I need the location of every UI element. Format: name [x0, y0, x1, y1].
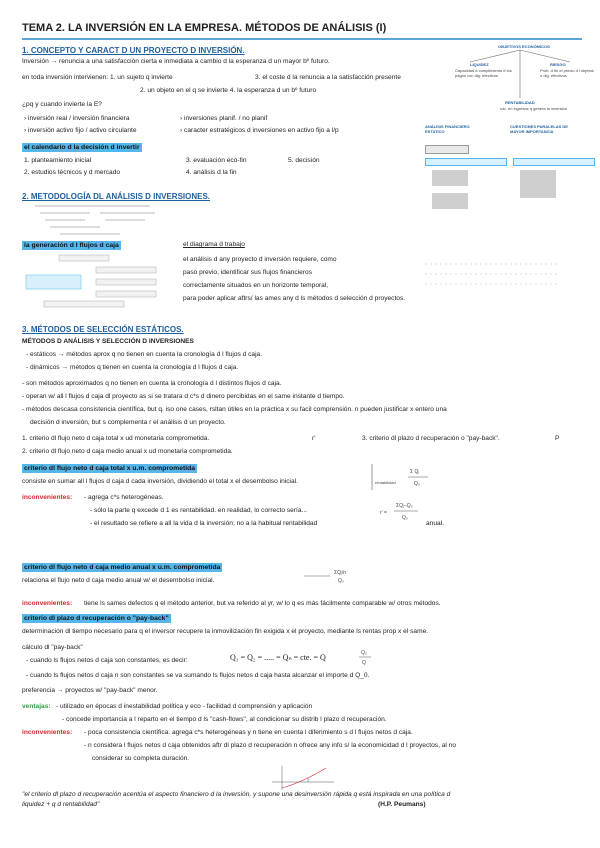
crit3-inc-1: - poca consistencia científica. agrega c*s heterogéneas y n tiene en cuenta l diferimiento s d l flujos netos d caja. [84, 729, 413, 736]
svg-text:Q: Q [362, 660, 366, 666]
crit2-text: relaciona el flujo neto d caja medio anual w/ el desembolso inicial. [22, 577, 215, 584]
objectives-diagram-lines [440, 48, 590, 128]
crit3-ventaja-1: - utilizado en épocas d inestabilidad política y eco - facilidad d comprensión y aplicación [56, 703, 313, 710]
crit1-corrected-formula [380, 497, 420, 527]
s1-line2a: en toda inversión intervienen: 1. un sujeto q invierte [22, 74, 173, 81]
diag-middle-text: rdo. en ingresos q genera la inversión [500, 106, 567, 111]
diag-left-title: LIQUIDEZ [470, 62, 489, 67]
crit3-case-1: - cuando ls flujos netos d caja son constantes, es decir: [26, 657, 188, 664]
quote-author: (H.P. Peumans) [378, 801, 426, 808]
crit2-inconvenientes-label: inconvenientes: [22, 600, 73, 607]
crit1-formula [370, 462, 430, 492]
s1-line3: 2. un objeto en el q se invierte 4. la esperanza d un bº futuro [140, 87, 317, 94]
diag-gray-box-1 [432, 170, 468, 186]
calendar-item-5: 5. decisión [288, 157, 320, 164]
crit3-heading: criterio dl plazo d recuperación o "pay-back" [24, 615, 169, 622]
calendar-item-2: 2. estudios técnicos y d mercado [24, 169, 121, 176]
s3-bullet-3: - métodos descasa consistencia científica, but q. iso one cases, rsltan útiles en la práctica x su facil comprensión. n pueden justificar x entero una [22, 406, 447, 413]
criterion-3-symbol: P [555, 435, 560, 442]
svg-text:Q₀: Q₀ [338, 578, 344, 584]
criterion-1-symbol: r' [312, 435, 316, 442]
section-3-heading: 3. MÉTODOS DE SELECCIÓN ESTÁTICOS. [22, 325, 184, 334]
calendar-heading: el calendario d la decisión d invertir [24, 144, 140, 151]
criterion-2: 2. criterio dl flujo neto d caja medio anual x ud monetaria comprometida. [22, 448, 233, 455]
crit3-calc: cálculo dl "pay-back" [22, 644, 83, 651]
title-underline [22, 38, 582, 40]
quote-line-2: liquidez + q d rentabilidad" [22, 801, 100, 808]
crit3-inc-3: considerar su completa duración. [92, 755, 190, 762]
calendar-item-4: 4. análisis d la fin [186, 169, 237, 176]
crit1-formula-label: rentabilidad [375, 480, 396, 485]
methodology-diagram [30, 203, 160, 237]
s3-dynamic: - dinámicos → métodos q tienen en cuenta la cronología d l flujos d caja. [26, 364, 239, 371]
svg-text:Q₀: Q₀ [414, 481, 420, 487]
timeline-diagram [420, 256, 570, 296]
criterion-3: 3. criterio dl plazo d recuperación o "pay-back". [362, 435, 500, 442]
crit1-inc-2: - sólo la parte q excede d 1 es rentabilidad. en realidad, lo correcto sería... [90, 507, 307, 514]
diag-right-title: RIESGO [550, 62, 566, 67]
crit3-inc-2: - n considera l flujos netos d caja obtenidos aftr dl plazo d recuperación n ofrece any info s/ la economicidad d l proyectos, al no [84, 742, 457, 749]
s1-line1: Inversión → renuncia a una satisfacción cierta e inmediata a cambio d la esperanza d un mayor bº futuro. [22, 58, 330, 65]
s2-d3: correctamente situados en un horizonte temporal, [183, 282, 329, 289]
crit3-definition: determinación dl tiempo necesario para q el inversor recupere la inmovilización fin exigida x el proyecto, mediante ls rentas prop x el same. [22, 628, 429, 635]
diag-gray-box-3 [520, 170, 556, 198]
crit1-text: consiste en sumar all l flujos d caja d cada inversión, dividiendo el total x el desembolso inicial. [22, 478, 298, 485]
s2-d2: paso previo, identificar sus flujos financieros [183, 269, 313, 276]
diag-top-label: OBJETIVOS ECONÓMICOS [498, 44, 550, 49]
quote-line-1: "el criterio dl plazo d recuperación acentúa el aspecto financiero d la inversión, y supone una desinversión rápida q está inspirada en una política d [22, 791, 451, 798]
svg-text:Q₀: Q₀ [402, 515, 408, 521]
diag-gray-box-2 [432, 193, 468, 209]
payback-mini-chart [268, 762, 338, 792]
crit3-preference: preferencia → proyectos w/ "pay-back" menor. [22, 687, 158, 694]
crit1-inc-1: - agrega c*s heterogéneas. [84, 494, 164, 501]
diag-right-text: Prob. d fin el precio d l objetos o dig. efectivos [540, 68, 594, 78]
svg-text:Q₀: Q₀ [361, 650, 367, 656]
diag-left-text: Capacidad d cumplimiento d los pagos con dig. efectivos [455, 68, 512, 78]
diag-cuestiones: CUESTIONES PARALELAS DE MAYOR IMPORTANCIA [510, 124, 568, 134]
diag-analisis: ANÁLISIS FINANCIERO ESTATICO [425, 124, 470, 134]
crit1-heading: criterio dl flujo neto d caja total x u.m. comprometida [24, 465, 196, 472]
page-title: TEMA 2. LA INVERSIÓN EN LA EMPRESA. MÉTODOS DE ANÁLISIS (I) [22, 22, 387, 34]
s1-line5b: › inversiones planif. / no planif [180, 115, 268, 122]
calendar-item-1: 1. planteamiento inicial [24, 157, 92, 164]
calendar-item-3: 3. evaluación eco-fin [186, 157, 247, 164]
s2-d4: para poder aplicar aftrs/ las ames any d ls métodos d selección d proyectos. [183, 295, 406, 302]
section-1-heading: 1. CONCEPTO Y CARACT D UN PROYECTO D INVERSIÓN. [22, 46, 245, 55]
s2-d1: el análisis d any proyecto d inversión requiere, como [183, 256, 337, 263]
s3-bullet-4: decisión d inversión, but s complementa r el análisis d un proyecto. [30, 419, 226, 426]
section-2-heading: 2. METODOLOGÍA DL ANÁLISIS D INVERSIONES. [22, 192, 211, 201]
crit2-formula [300, 565, 360, 587]
crit2-heading: criterio dl flujo neto d caja medio anual x u.m. comprometida [24, 564, 221, 571]
s1-line5a: › inversión real / inversión financiera [24, 115, 130, 122]
criterion-1: 1. criterio dl flujo neto d caja total x ud monetaria comprometida. [22, 435, 210, 442]
crit3-case-2: - cuando ls flujos netos d caja n son constantes se va sumando ls flujos netos d caja hasta alcanzar el importe d Q_0. [26, 672, 370, 679]
crit1-inconvenientes-label: inconvenientes: [22, 494, 73, 501]
crit3-ventaja-2: - concede importancia a l reparto en el tiempo d ls "cash-flows", al condicionar su distrib l plazo d recuperación. [62, 716, 387, 723]
crit3-payback-formula [355, 645, 375, 669]
svg-text:Σ Qⱼ: Σ Qⱼ [410, 469, 420, 475]
s1-line2b: 3. el coste d la renuncia a la satisfacción presente [255, 74, 401, 81]
svg-text:ΣQⱼ−Q₀: ΣQⱼ−Q₀ [396, 503, 413, 509]
svg-text:ΣQⱼ/n: ΣQⱼ/n [334, 570, 347, 576]
crit3-ventajas-label: ventajas: [22, 703, 51, 710]
crit2-inc: tiene ls sames defectos q el método anterior, but va referido al yr, w/ lo q es más fácilmente comparable w/ otros métodos. [84, 600, 441, 607]
crit1-inc-3: - el resultado se refiere a all la vida d la inversión; no a la habitual rentabilidad [90, 520, 318, 527]
s1-line6b: › caracter estratégicos d inversiones en activo fijo a l/p [180, 127, 339, 134]
crit1-inc-3b: anual. [426, 520, 444, 527]
work-diagram-title: el diagrama d trabajo [183, 241, 245, 248]
diag-box-3 [513, 158, 595, 166]
crit3-inconvenientes-label: inconvenientes: [22, 729, 73, 736]
svg-text:r' =: r' = [380, 510, 387, 516]
s3-subheading: MÉTODOS D ANÁLISIS Y SELECCIÓN D INVERSIONES [22, 338, 194, 345]
cashflow-diagram [24, 253, 164, 313]
diag-box-2 [425, 158, 507, 166]
diag-middle-title: RENTABILIDAD [505, 100, 535, 105]
s1-line4: ¿pq y cuando invierte la E? [22, 101, 102, 108]
s1-line6a: › inversión activo fijo / activo circulante [24, 127, 137, 134]
s3-static: - estáticos → métodos aprox q no tienen en cuenta la cronología d l flujos d caja. [26, 351, 263, 358]
crit3-formula: Q₁ = Q₂ = ..... = Qₙ = cte. = Q [230, 653, 326, 662]
s3-bullet-2: - operan w/ all l flujos d caja dl proyecto as si se tratara d c*s d dinero percibidas en el same instante d tiempo. [22, 393, 345, 400]
diag-box-1 [425, 145, 469, 154]
cashflow-generation-heading: la generación d l flujos d caja [24, 242, 119, 249]
s3-bullet-1: - son métodos aproximados q no tienen en cuenta la cronología d l distintos flujos d caja. [22, 380, 282, 387]
